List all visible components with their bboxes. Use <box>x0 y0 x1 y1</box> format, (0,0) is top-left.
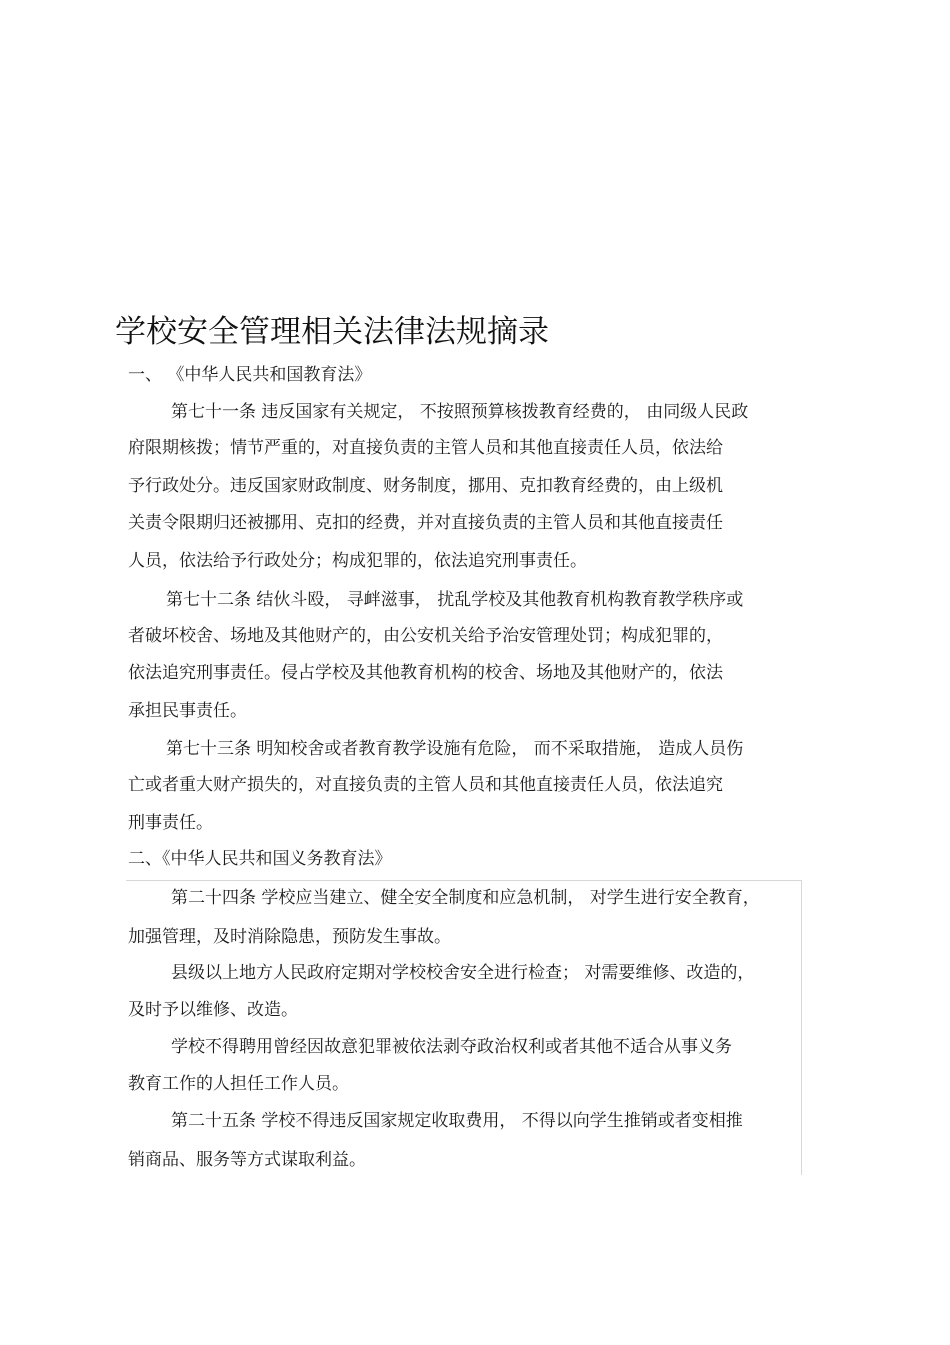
section-heading: 二、《中华人民共和国义务教育法》 <box>128 849 392 869</box>
paragraph-line: 人员，依法给予行政处分；构成犯罪的，依法追究刑事责任。 <box>128 551 587 571</box>
paragraph-line: 学校不得聘用曾经因故意犯罪被依法剥夺政治权利或者其他不适合从事义务 <box>171 1037 732 1057</box>
paragraph-line: 关责令限期归还被挪用、克扣的经费，并对直接负责的主管人员和其他直接责任 <box>128 513 723 533</box>
paragraph-line: 府限期核拨；情节严重的，对直接负责的主管人员和其他直接责任人员，依法给 <box>128 438 723 458</box>
paragraph-line: 加强管理，及时消除隐患，预防发生事故。 <box>128 927 451 947</box>
paragraph-line: 亡或者重大财产损失的，对直接负责的主管人员和其他直接责任人员，依法追究 <box>128 775 723 795</box>
section-heading: 一、 《中华人民共和国教育法》 <box>128 365 372 385</box>
paragraph-line: 第二十四条 学校应当建立、健全安全制度和应急机制， 对学生进行安全教育， <box>171 888 760 908</box>
page-title: 学校安全管理相关法律法规摘录 <box>115 314 549 350</box>
paragraph-line: 县级以上地方人民政府定期对学校校舍安全进行检查； 对需要维修、改造的， <box>171 963 755 983</box>
paragraph-line: 者破坏校舍、场地及其他财产的，由公安机关给予治安管理处罚；构成犯罪的， <box>128 626 723 646</box>
paragraph-line: 第七十三条 明知校舍或者教育教学设施有危险， 而不采取措施， 造成人员伤 <box>166 739 744 759</box>
paragraph-line: 销商品、服务等方式谋取利益。 <box>128 1150 366 1170</box>
paragraph-line: 依法追究刑事责任。侵占学校及其他教育机构的校舍、场地及其他财产的，依法 <box>128 663 723 683</box>
paragraph-line: 予行政处分。违反国家财政制度、财务制度，挪用、克扣教育经费的，由上级机 <box>128 476 723 496</box>
paragraph-line: 第七十一条 违反国家有关规定， 不按照预算核拨教育经费的， 由同级人民政 <box>171 402 749 422</box>
paragraph-line: 承担民事责任。 <box>128 701 247 721</box>
paragraph-line: 第七十二条 结伙斗殴， 寻衅滋事， 扰乱学校及其他教育机构教育教学秩序或 <box>166 590 744 610</box>
paragraph-line: 第二十五条 学校不得违反国家规定收取费用， 不得以向学生推销或者变相推 <box>171 1111 743 1131</box>
paragraph-line: 教育工作的人担任工作人员。 <box>128 1074 349 1094</box>
paragraph-line: 及时予以维修、改造。 <box>128 1000 298 1020</box>
paragraph-line: 刑事责任。 <box>128 813 213 833</box>
